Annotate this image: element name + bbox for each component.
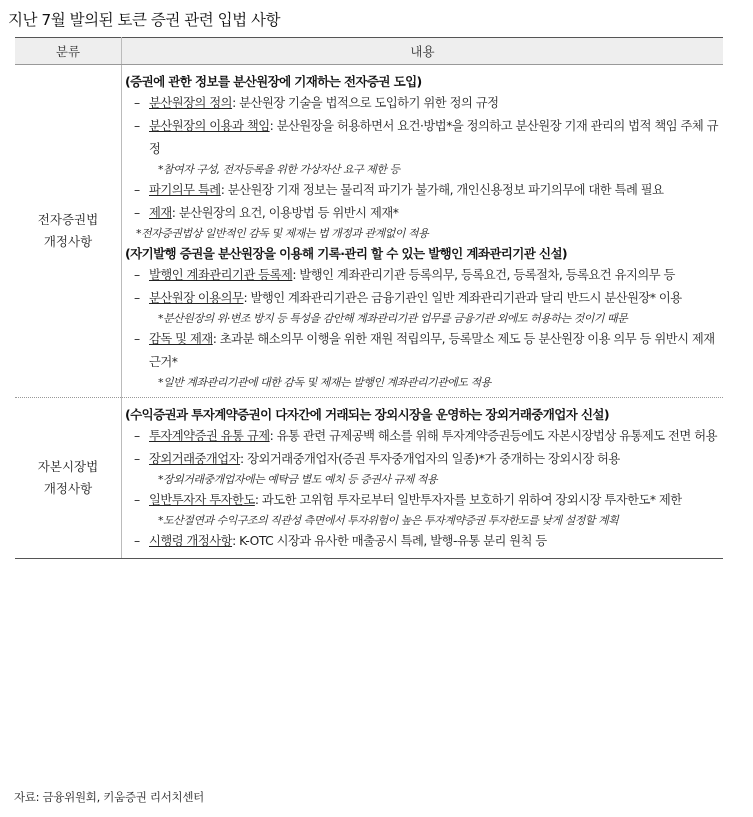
item-term: 투자계약증권 유통 규제 bbox=[149, 429, 270, 443]
dash-bullet: – bbox=[134, 183, 140, 197]
header-content: 내용 bbox=[122, 38, 724, 65]
dash-bullet: – bbox=[134, 332, 140, 346]
table-row bbox=[15, 65, 723, 398]
section-footnote: *전자증권법상 일반적인 감독 및 제재는 법 개정과 관계없이 적용 bbox=[136, 227, 429, 240]
content-cell bbox=[122, 398, 724, 559]
item-term: 시행령 개정사항 bbox=[149, 534, 233, 548]
content-cell bbox=[122, 65, 724, 398]
item-term: 감독 및 제재 bbox=[149, 332, 213, 346]
item-note: *도산절연과 수익구조의 직관성 측면에서 투자위험이 높은 투자계약증권 투자한도를 낮게 설정할 계획 bbox=[158, 514, 619, 527]
item-text: : 초과분 해소의무 이행을 위한 재원 적립의무, 등록말소 제도 등 분산원장 이용 의무 등 위반시 제재근거* bbox=[149, 332, 715, 369]
table-row bbox=[15, 398, 723, 559]
dash-bullet: – bbox=[134, 206, 140, 220]
item-text: : 과도한 고위험 투자로부터 일반투자자를 보호하기 위하여 장외시장 투자한도* 제한 bbox=[254, 493, 682, 507]
list-item bbox=[122, 115, 723, 161]
item-note: *일반 계좌관리기관에 대한 감독 및 제재는 발행인 계좌관리기관에도 적용 bbox=[158, 376, 491, 389]
item-text: : 분산원장의 요건, 이용방법 등 위반시 제재* bbox=[171, 206, 399, 220]
item-term: 분산원장의 정의 bbox=[149, 96, 233, 110]
list-item bbox=[122, 530, 723, 553]
dash-bullet: – bbox=[134, 452, 140, 466]
item-note: *장외거래중개업자에는 예탁금 별도 예치 등 증권사 규제 적용 bbox=[158, 473, 438, 486]
dash-bullet: – bbox=[134, 429, 140, 443]
list-item bbox=[122, 425, 723, 448]
dash-bullet: – bbox=[134, 96, 140, 110]
list-item bbox=[122, 202, 723, 225]
list-item bbox=[122, 287, 723, 310]
item-text: : 분산원장 기술을 법적으로 도입하기 위한 정의 규정 bbox=[232, 96, 499, 110]
dash-bullet: – bbox=[134, 534, 140, 548]
item-term: 파기의무 특례 bbox=[149, 183, 221, 197]
item-note: *분산원장의 위·변조 방지 등 특성을 감안해 계좌관리기관 업무를 금융기관 외에도 허용하는 것이기 때문 bbox=[158, 312, 628, 325]
dash-bullet: – bbox=[134, 493, 140, 507]
legislation-table bbox=[15, 37, 723, 559]
item-text: : 유통 관련 규제공백 해소를 위해 투자계약증권등에도 자본시장법상 유통제도 전면 허용 bbox=[269, 429, 717, 443]
item-text: : 발행인 계좌관리기관은 금융기관인 일반 계좌관리기관과 달리 반드시 분산원장* 이용 bbox=[243, 291, 682, 305]
list-item bbox=[122, 92, 723, 115]
item-text: : 발행인 계좌관리기관 등록의무, 등록요건, 등록절차, 등록요건 유지의무 등 bbox=[292, 268, 675, 282]
category-line: 전자증권법 bbox=[37, 212, 99, 227]
category-cell bbox=[15, 65, 122, 398]
item-term: 제재 bbox=[149, 206, 172, 220]
page-title: 지난 7월 발의된 토큰 증권 관련 입법 사항 bbox=[8, 11, 280, 29]
item-text: : 분산원장을 허용하면서 요건·방법*을 정의하고 분산원장 기재 관리의 법적 책임 주체 규정 bbox=[149, 119, 719, 156]
list-item bbox=[122, 264, 723, 287]
section-heading: (자기발행 증권을 분산원장을 이용해 기록·관리 할 수 있는 발행인 계좌관리기관 신설) bbox=[125, 246, 568, 261]
category-cell bbox=[15, 398, 122, 559]
dash-bullet: – bbox=[134, 291, 140, 305]
item-term: 분산원장의 이용과 책임 bbox=[149, 119, 270, 133]
item-term: 발행인 계좌관리기관 등록제 bbox=[149, 268, 293, 282]
list-item bbox=[122, 328, 723, 374]
item-term: 일반투자자 투자한도 bbox=[149, 493, 255, 507]
item-text: : K-OTC 시장과 유사한 매출공시 특례, 발행-유통 분리 원칙 등 bbox=[232, 534, 547, 548]
item-term: 분산원장 이용의무 bbox=[149, 291, 244, 305]
item-term: 장외거래중개업자 bbox=[149, 452, 241, 466]
table-header-row bbox=[15, 38, 723, 65]
category-line: 개정사항 bbox=[43, 481, 93, 496]
dash-bullet: – bbox=[134, 268, 140, 282]
source-note: 자료: 금융위원회, 키움증권 리서치센터 bbox=[14, 790, 204, 804]
list-item bbox=[122, 448, 723, 471]
section-heading: (수익증권과 투자계약증권이 다자간에 거래되는 장외시장을 운영하는 장외거래중개업자 신설) bbox=[125, 407, 610, 422]
category-line: 자본시장법 bbox=[37, 459, 99, 474]
section-heading: (증권에 관한 정보를 분산원장에 기재하는 전자증권 도입) bbox=[125, 74, 422, 89]
item-note: *참여자 구성, 전자등록을 위한 가상자산 요구 제한 등 bbox=[158, 163, 400, 176]
item-text: : 장외거래중개업자(증권 투자중개업자의 일종)*가 중개하는 장외시장 허용 bbox=[240, 452, 620, 466]
header-category: 분류 bbox=[15, 38, 122, 65]
list-item bbox=[122, 179, 723, 202]
category-line: 개정사항 bbox=[43, 234, 93, 249]
dash-bullet: – bbox=[134, 119, 140, 133]
item-text: : 분산원장 기재 정보는 물리적 파기가 불가해, 개인신용정보 파기의무에 대한 특례 필요 bbox=[220, 183, 664, 197]
list-item bbox=[122, 489, 723, 512]
